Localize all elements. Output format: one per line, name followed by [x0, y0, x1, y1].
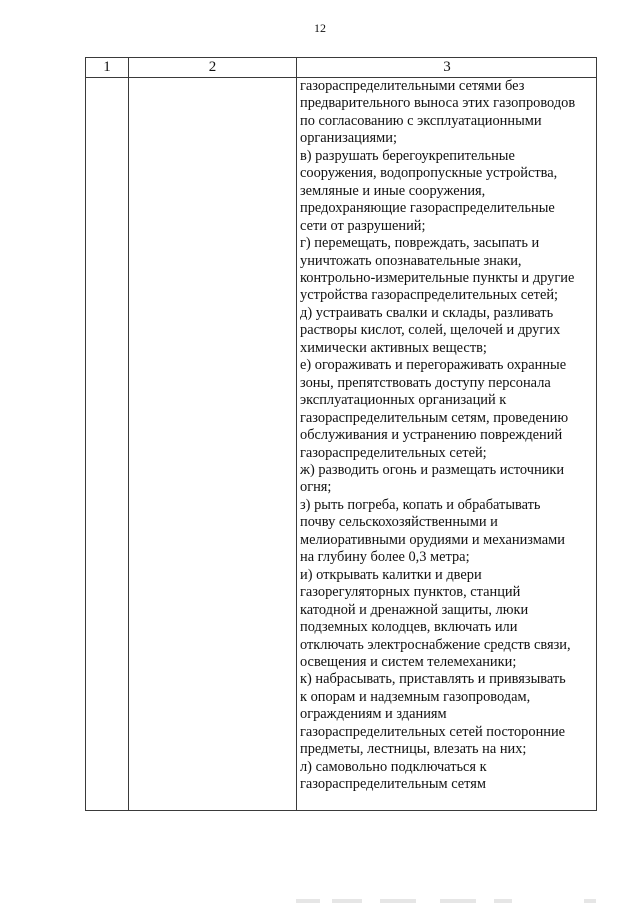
- text-line: по согласованию с эксплуатационными: [300, 112, 542, 129]
- table-header-col-3: 3: [443, 59, 451, 75]
- document-table: [85, 57, 597, 811]
- text-line: предварительного выноса этих газопроводов: [300, 95, 576, 112]
- text-line: мелиоративными орудиями и механизмами: [300, 531, 565, 548]
- text-line: огня;: [300, 479, 332, 496]
- text-line: освещения и систем телемеханики;: [300, 653, 517, 670]
- text-line: в) разрушать берегоукрепительные: [300, 147, 515, 164]
- table-header-row: [86, 58, 596, 78]
- text-line: предохраняющие газораспределительные: [300, 200, 555, 217]
- text-line: отключать электроснабжение средств связи,: [300, 636, 571, 653]
- text-line: на глубину более 0,3 метра;: [300, 549, 470, 566]
- text-line: сети от разрушений;: [300, 217, 426, 234]
- text-line: уничтожать опознавательные знаки,: [300, 252, 522, 269]
- text-line: к) набрасывать, приставлять и привязывать: [300, 671, 566, 688]
- table-cell-col-3: [300, 78, 596, 794]
- text-line: газорегуляторных пунктов, станций: [300, 584, 521, 601]
- text-line: контрольно-измерительные пункты и другие: [300, 269, 575, 286]
- text-line: организациями;: [300, 130, 397, 147]
- text-line: почву сельскохозяйственными и: [300, 514, 498, 531]
- text-line: земляные и иные сооружения,: [300, 182, 486, 199]
- text-line: эксплуатационных организаций к: [300, 392, 507, 409]
- text-line: устройства газораспределительных сетей;: [300, 287, 559, 304]
- text-line: обслуживания и устранению повреждений: [300, 427, 563, 444]
- text-line: газораспределительным сетям: [300, 776, 487, 793]
- column-divider-2: [296, 58, 297, 810]
- text-line: сооружения, водопропускные устройства,: [300, 165, 558, 182]
- text-line: к опорам и надземным газопроводам,: [300, 688, 531, 705]
- text-line: г) перемещать, повреждать, засыпать и: [300, 235, 540, 252]
- footer-scan-residue: [296, 899, 596, 903]
- text-line: подземных колодцев, включать или: [300, 619, 518, 636]
- page-number: 12: [314, 21, 326, 35]
- text-line: д) устраивать свалки и склады, разливать: [300, 304, 554, 321]
- text-line: химически активных веществ;: [300, 339, 487, 356]
- text-line: е) огораживать и перегораживать охранные: [300, 357, 567, 374]
- text-line: катодной и дренажной защиты, люки: [300, 601, 529, 618]
- text-line: газораспределительными сетями без: [300, 78, 525, 94]
- text-line: растворы кислот, солей, щелочей и других: [300, 322, 561, 339]
- text-line: зоны, препятствовать доступу персонала: [300, 374, 551, 391]
- text-line: газораспределительным сетям, проведению: [300, 409, 569, 426]
- table-header-col-1: 1: [103, 59, 111, 75]
- text-line: предметы, лестницы, влезать на них;: [300, 741, 527, 758]
- table-header-col-2: 2: [208, 59, 217, 75]
- text-line: з) рыть погреба, копать и обрабатывать: [300, 496, 541, 513]
- column-divider-1: [128, 58, 129, 810]
- text-line: газораспределительных сетей посторонние: [300, 723, 566, 740]
- text-line: л) самовольно подключаться к: [300, 758, 487, 775]
- text-line: газораспределительных сетей;: [300, 444, 487, 461]
- text-line: ограждениям и зданиям: [300, 706, 447, 723]
- text-line: и) открывать калитки и двери: [300, 566, 482, 583]
- text-line: ж) разводить огонь и размещать источники: [300, 461, 565, 478]
